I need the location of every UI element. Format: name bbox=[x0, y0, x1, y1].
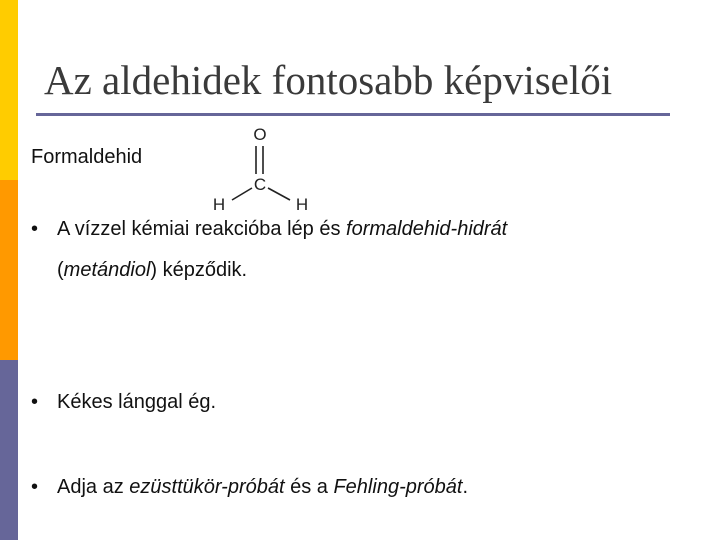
slide-title: Az aldehidek fontosabb képviselői bbox=[44, 57, 613, 103]
bullet-dot: • bbox=[31, 476, 39, 498]
bullet-text: Adja az bbox=[57, 476, 130, 498]
bullet-text: ( bbox=[57, 259, 64, 281]
formaldehyde-structure bbox=[200, 122, 330, 214]
bullet-item-flame bbox=[31, 388, 216, 416]
bullet-text: A vízzel kémiai reakcióba lép és bbox=[57, 218, 347, 240]
bullet-text: Kékes lánggal ég. bbox=[57, 391, 217, 413]
bullet-dot: • bbox=[31, 391, 39, 413]
bullet-text: és a bbox=[284, 476, 334, 498]
bullet-item-reaction bbox=[31, 215, 507, 243]
hydrogen-left-label: H bbox=[212, 195, 226, 214]
bullet-text: . bbox=[462, 476, 468, 498]
bond-left bbox=[232, 188, 252, 200]
bullet-item-reaction-continuation bbox=[57, 256, 247, 284]
oxygen-atom-label: O bbox=[253, 125, 267, 144]
bullet-italic-term: ezüsttükör-próbát bbox=[129, 476, 285, 498]
section-heading: Formaldehid bbox=[31, 146, 143, 168]
bullet-italic-term: Fehling-próbát bbox=[333, 476, 463, 498]
accent-stripe-orange bbox=[0, 180, 18, 360]
title-underline bbox=[36, 113, 670, 116]
accent-stripe-purple bbox=[0, 360, 18, 540]
bullet-italic-term: formaldehid-hidrát bbox=[346, 218, 508, 240]
accent-stripe-yellow bbox=[0, 0, 18, 180]
bond-right bbox=[268, 188, 290, 200]
bullet-dot: • bbox=[31, 218, 39, 240]
bullet-italic-term: metándiol bbox=[63, 259, 151, 281]
carbon-atom-label: C bbox=[253, 175, 267, 194]
bullet-text: ) képződik. bbox=[150, 259, 248, 281]
bullet-item-tests bbox=[31, 473, 468, 501]
hydrogen-right-label: H bbox=[295, 195, 309, 214]
